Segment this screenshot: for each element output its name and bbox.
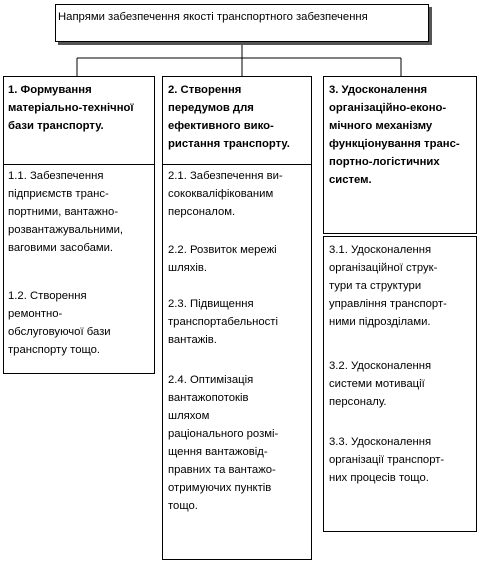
column-2-header: 2. Створення передумов для ефективного вико- ристання транспорту. [168, 84, 290, 150]
column-1-item-1: 1.1. Забезпечення підприємств транс- портними, вантажно- розвантажувальними, ваговими засобами. [8, 170, 124, 254]
column-2-item-3: 2.3. Підвищення транспортабельності вантажів. [168, 298, 278, 346]
column-1-item-2: 1.2. Створення ремонтно- обслуговуючої бази транспорту тощо. [8, 290, 111, 356]
column-2-item-2: 2.2. Розвиток мережі шляхів. [168, 244, 277, 274]
column-1-header: 1. Формування матеріально-технічної бази транспорту. [8, 84, 134, 132]
column-3-item-2: 3.2. Удосконалення системи мотивації персоналу. [329, 360, 432, 408]
column-3-header: 3. Удосконалення організаційно-еконо- мічного механізму функціонування транс- портно-логістичних систем. [329, 84, 460, 186]
column-3-item-3: 3.3. Удосконалення організації транспорт- них процесів тощо. [329, 436, 445, 484]
column-2-divider [162, 164, 312, 165]
column-1-divider [3, 164, 155, 165]
column-2-item-1: 2.1. Забезпечення ви- сококваліфікованим персоналом. [168, 170, 283, 218]
column-3-item-1: 3.1. Удосконалення організаційної струк- тури та структури управління транспорт- ними підрозділами. [329, 244, 447, 328]
column-2-item-4: 2.4. Оптимізація вантажопотоків шляхом раціонального розмі- щення вантажовід- правних та вантажо- отримуючих пунктів тощо. [168, 374, 279, 512]
diagram-title: Напрями забезпечення якості транспортного забезпечення [58, 11, 368, 23]
